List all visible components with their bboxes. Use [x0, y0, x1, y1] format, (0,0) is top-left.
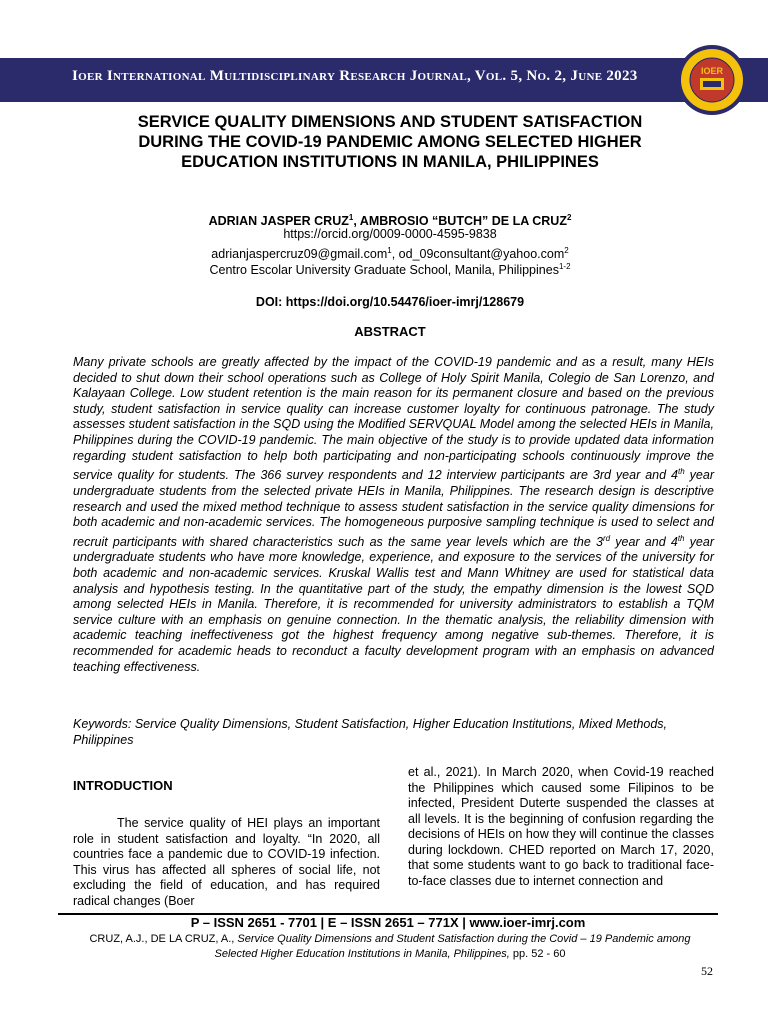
- affiliation-text: Centro Escolar University Graduate School, Manila, Philippines: [209, 263, 559, 278]
- affiliation-sup: 1-2: [558, 262, 571, 271]
- email-link[interactable]: , od_09consultant@yahoo.com: [391, 247, 565, 262]
- title-line: SERVICE QUALITY DIMENSIONS AND STUDENT SATISFACTION: [137, 113, 643, 131]
- affiliation: [60, 259, 720, 278]
- citation-title: Service Quality Dimensions and Student Satisfaction during the Covid – 19 Pandemic among Selected Higher Education Institutions in Manila, Philippines,: [214, 933, 691, 960]
- issn-line: P – ISSN 2651 - 7701 | E – ISSN 2651 – 771X | www.ioer-imrj.com: [190, 915, 586, 930]
- abstract-sup: th: [678, 467, 685, 477]
- author-name: ADRIAN JASPER CRUZ: [208, 214, 349, 229]
- page-number: 52: [701, 964, 713, 978]
- orcid-link[interactable]: https://orcid.org/0009-0000-4595-9838: [283, 227, 497, 241]
- title-line: DURING THE COVID-19 PANDEMIC AMONG SELECTED HIGHER: [138, 133, 642, 151]
- citation-authors: CRUZ, A.J., DE LA CRUZ, A.,: [89, 933, 238, 945]
- seal-text: IOER: [700, 66, 724, 76]
- abstract-text: year undergraduate students who have more knowledge, experience, and exposure to the services of the university for both academic and non-academic services. Kruskal Wallis test and Mann Whitney are used for statistical data analysis and hypothesis testing. In the quantitative part of the study, the empathy dimension is the lowest SQD among selected HEIs in Manila. Therefore, it is recommended for university administrators to establish a TQM service culture with an emphasis on genuine connection. In the thematic analysis, the reliability dimension with academic teaching ineffectiveness got the highest frequency among negative sub-themes. Therefore, it is recommended for academic heads to reconduct a faculty development program with an emphasis on advanced teaching effectiveness.: [73, 534, 715, 674]
- journal-seal-logo: [676, 44, 748, 116]
- email-sup: 2: [564, 246, 569, 255]
- abstract-text: Many private schools are greatly affected by the impact of the COVID-19 pandemic and as a result, many HEIs decided to shut down their school operations such as College of Holy Spirit Manila, Colegio de San Lorenzo, and Kalayaan College. Low student retention is the main reason for its permanent closure and based on the previous study, student satisfaction in service quality can increase customer loyalty for continuous patronage. The study assesses student satisfaction in the SQD using the Modified SERVQUAL Model among the selected HEIs in Manila, Philippines during the COVID-19 pandemic. The main objective of the study is to provide updated data information regarding student satisfaction to help both participating and non-participating schools continuously improve the service quality for students. The 366 survey respondents and 12 interview participants are 3rd year and 4: [73, 355, 714, 483]
- author-sup: 2: [566, 213, 572, 222]
- author-name: , AMBROSIO “BUTCH” DE LA CRUZ: [353, 214, 567, 229]
- right-column: et al., 2021). In March 2020, when Covid-19 reached the Philippines which caused some Filipinos to be infected, President Duterte suspended the classes at all levels. It is the beginning of confusion regarding the decisions of HEIs on how they will continue the classes during lockdown. CHED reported on March 17, 2020, that some students want to go back to traditional face-to-face classes due to internet connection and: [408, 765, 714, 888]
- email-link[interactable]: adrianjaspercruz09@gmail.com: [211, 247, 388, 262]
- citation: [80, 932, 700, 962]
- abstract-text: year undergraduate students from the selected private HEIs in Manila, Philippines. The research design is descriptive research and used the mixed method technique to assess student satisfaction in the service quality dimensions for both academic and non-academic services. The homogeneous purposive sampling technique is used to select and recruit participants with shared characteristics such as the same year levels which are the 3: [73, 468, 714, 549]
- doi-link[interactable]: DOI: https://doi.org/10.54476/ioer-imrj/128679: [255, 295, 525, 309]
- citation-pages: pp. 52 - 60: [509, 948, 566, 960]
- intro-paragraph: The service quality of HEI plays an important role in student satisfaction and loyalty. “In 2020, all countries face a pandemic due to COVID-19 infection. This virus has affected all spheres of social life, not excluding the field of education, and has required radical changes (Boer: [73, 816, 380, 908]
- section-heading-introduction: INTRODUCTION: [73, 778, 173, 793]
- paper-title: [60, 112, 720, 172]
- abstract-sup: rd: [602, 533, 611, 543]
- abstract-body: [73, 355, 714, 675]
- abstract-heading: ABSTRACT: [354, 324, 426, 339]
- journal-title: Ioer International Multidisciplinary Research Journal, Vol. 5, No. 2, June 2023: [72, 68, 638, 84]
- keywords: Keywords: Service Quality Dimensions, Student Satisfaction, Higher Education Institutions, Mixed Methods, Philippines: [73, 717, 668, 747]
- author-sup: 1: [348, 213, 354, 222]
- title-line: EDUCATION INSTITUTIONS IN MANILA, PHILIPPINES: [181, 153, 599, 171]
- email-sup: 1: [387, 246, 392, 255]
- left-column: [73, 778, 380, 909]
- abstract-text: year and 4: [610, 534, 678, 549]
- journal-banner: [0, 58, 768, 102]
- abstract-sup: th: [677, 533, 685, 543]
